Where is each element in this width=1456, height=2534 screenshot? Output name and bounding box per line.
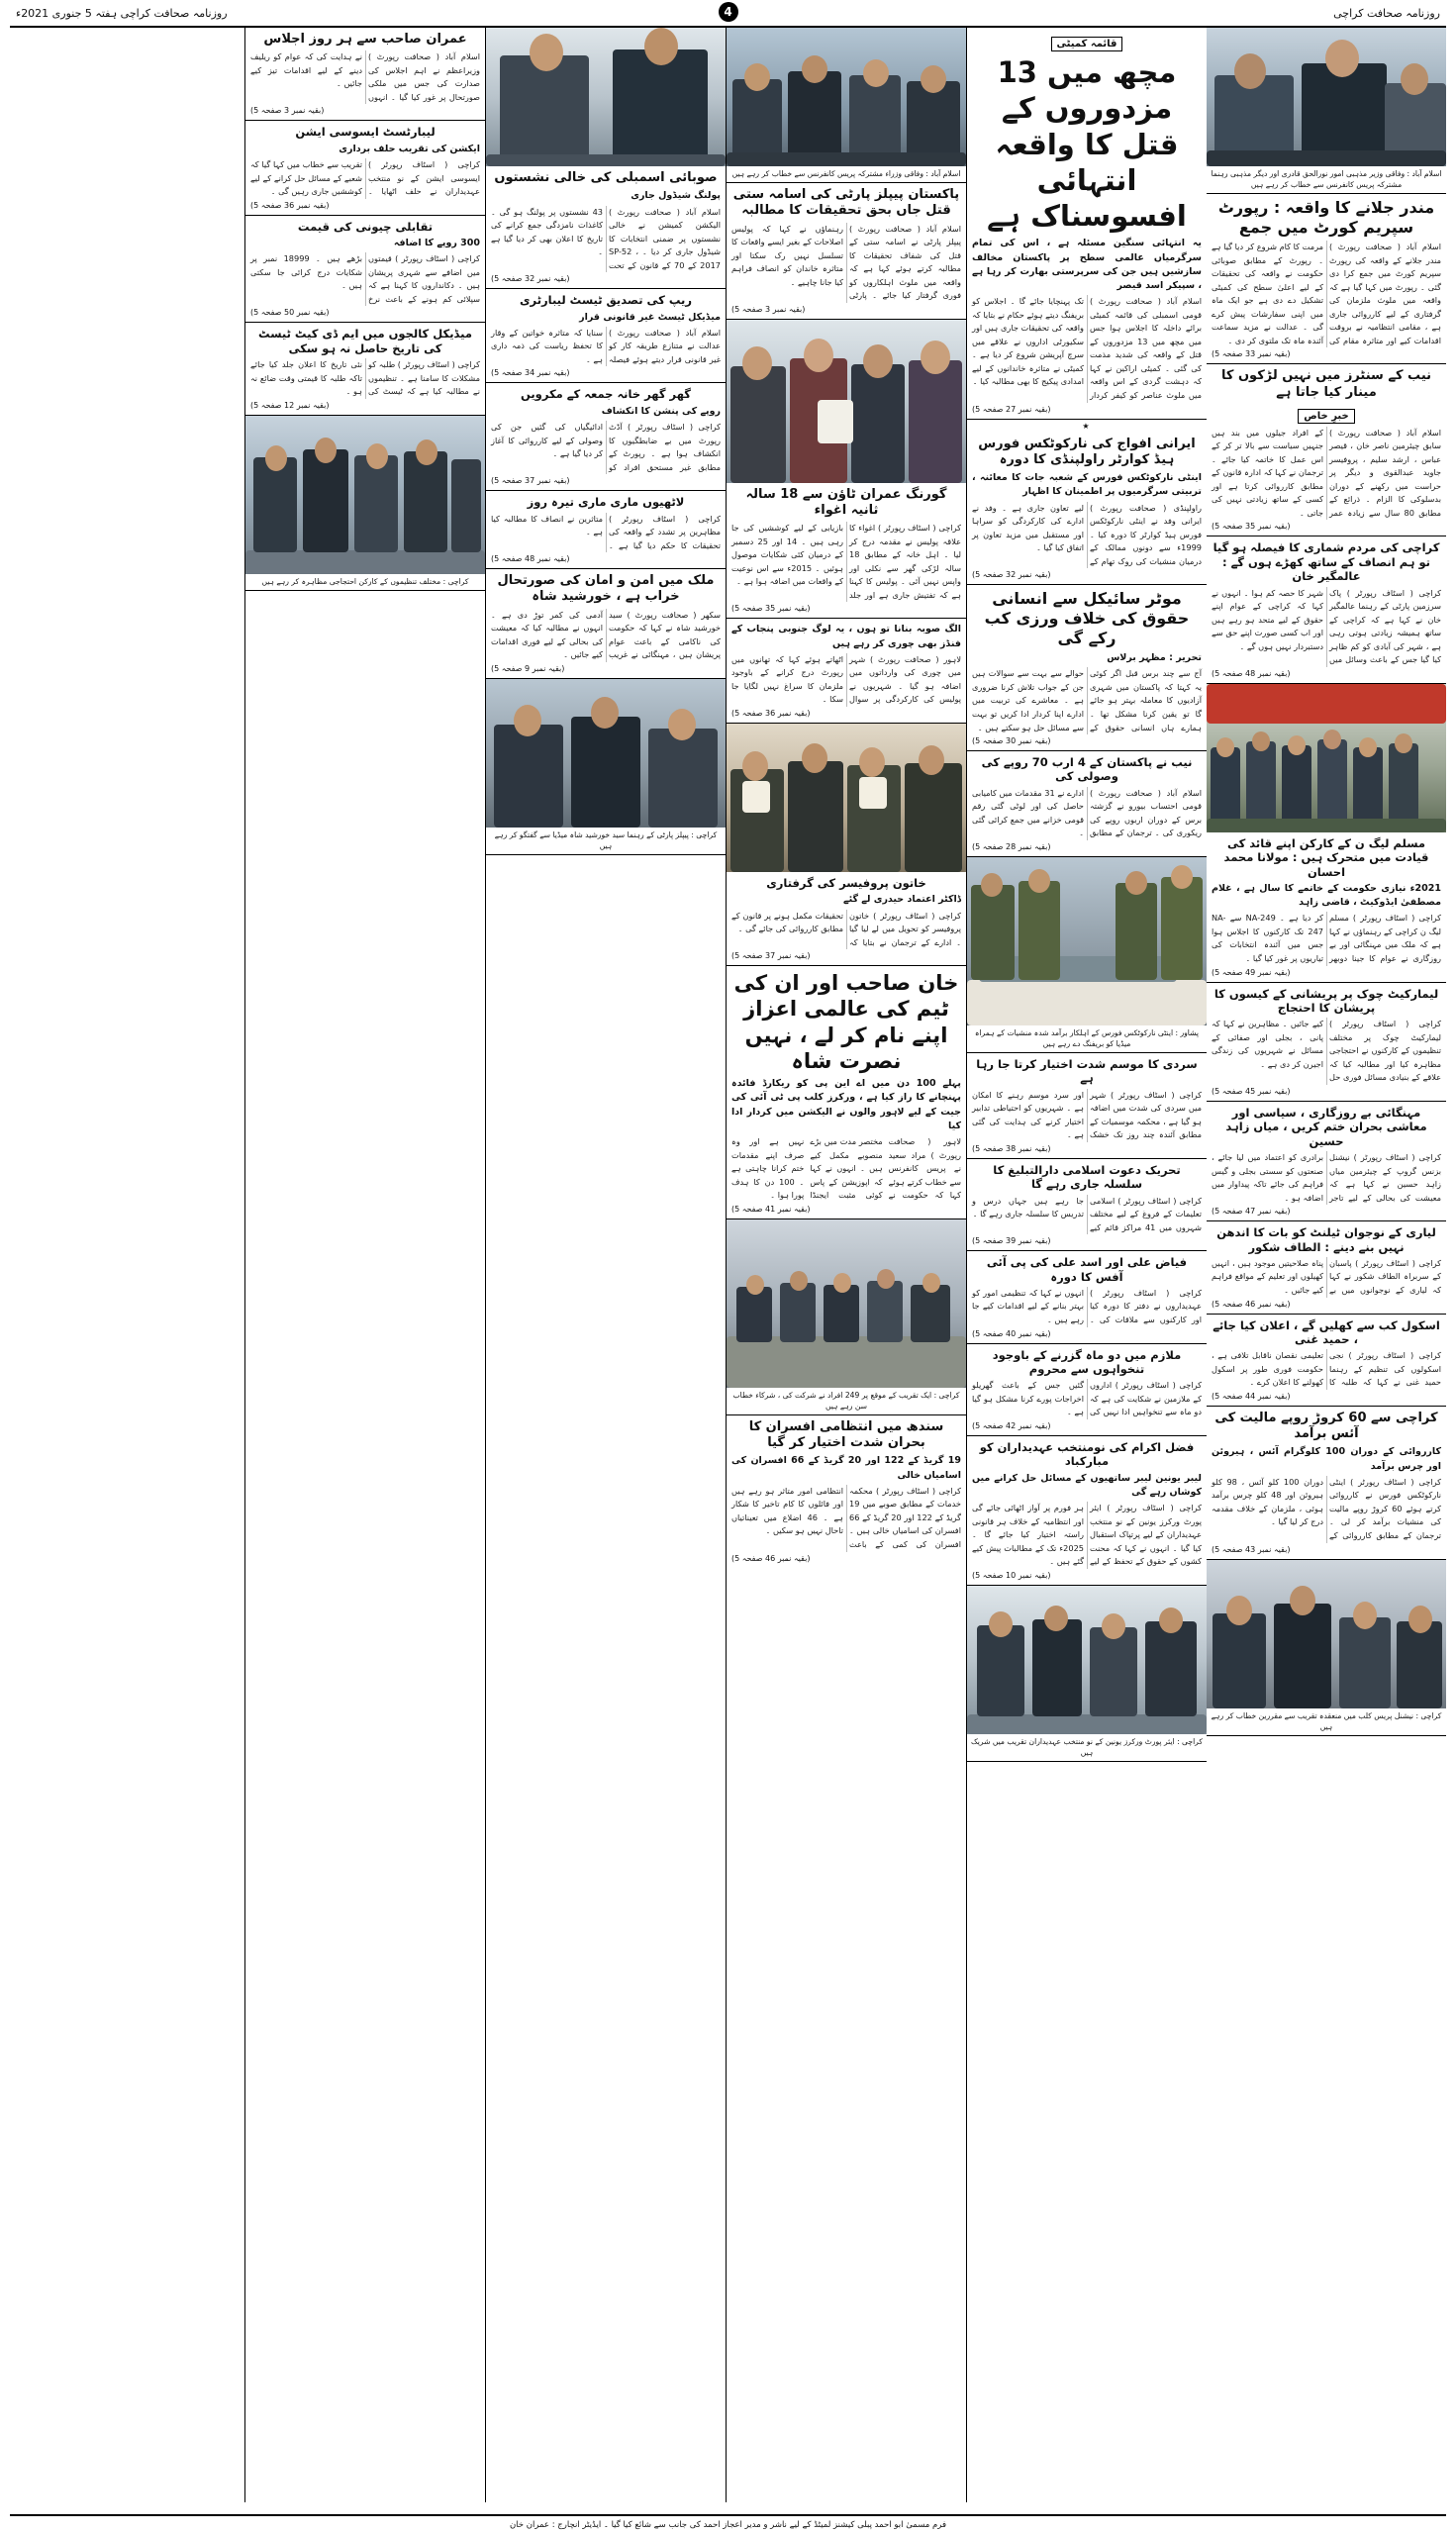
continuation-ref: (بقیہ نمبر 45 صفحہ 5) (1212, 1086, 1291, 1096)
article-lea-market-protest (1207, 983, 1446, 1102)
article-body: کراچی ( اسٹاف رپورٹر ) اداروں کے ملازمین نے شکایت کی ہے کہ دو ماہ سے تنخواہیں ادا نہیں کی گئیں جس کے باعث گھریلو اخراجات پورے کرنا مشکل ہو گیا ہے ۔ (972, 1380, 1202, 1417)
article-assembly-byelection (486, 166, 726, 289)
headline: ریپ کی تصدیق ٹیسٹ لیبارٹری (520, 293, 692, 308)
continuation-ref: (بقیہ نمبر 35 صفحہ 5) (731, 604, 811, 614)
headline: موٹر سائیکل سے انسانی حقوق کی خلاف ورزی کب رکے گی (984, 589, 1190, 648)
continuation-ref: (بقیہ نمبر 48 صفحہ 5) (1212, 668, 1291, 678)
photo-caption: کراچی : ایک تقریب کے موقع پر 249 افراد نے شرکت کی ، شرکاء خطاب سن رہے ہیں (727, 1388, 966, 1415)
continuation-ref: (بقیہ نمبر 32 صفحہ 5) (491, 274, 570, 284)
headline: لاٹھیوں ماری ماری تیرہ روز (527, 495, 685, 510)
continuation-ref: (بقیہ نمبر 44 صفحہ 5) (1212, 1391, 1291, 1401)
continuation-ref: (بقیہ نمبر 48 صفحہ 5) (491, 554, 570, 564)
kicker-badge: خبرِ خاص (1298, 409, 1354, 424)
article-mdcat-test (245, 323, 485, 415)
article-iran-anf-visit (967, 433, 1207, 586)
continuation-ref: (بقیہ نمبر 40 صفحہ 5) (972, 1328, 1051, 1338)
continuation-ref: (بقیہ نمبر 34 صفحہ 5) (491, 368, 570, 378)
photo-anf-seizure (967, 857, 1207, 1025)
continuation-ref: (بقیہ نمبر 27 صفحہ 5) (972, 404, 1051, 414)
byline: تحریر : مظہر برلاس (1107, 652, 1202, 664)
article-schools-opening (1207, 1315, 1446, 1407)
article-subhead: لیبر یونین لیبر ساتھیوں کے مسائل حل کرانے میں کوشاں رہے گی (972, 1472, 1202, 1498)
headline: ملازم میں دو ماہ گزرنے کے باوجود تنخواہوں سے محروم (992, 1347, 1182, 1376)
continuation-ref: (بقیہ نمبر 32 صفحہ 5) (972, 570, 1051, 580)
article-body: اسلام آباد ( صحافت رپورٹ ) مندر جلانے کے واقعہ کی رپورٹ سپریم کورٹ میں جمع کرا دی گئی ۔ رپورٹ میں کہا گیا ہے کہ واقعہ میں ملوث ملزمان کی گرفتاری کے لیے کارروائی جاری ہے ، مقامی انتظامیہ نے بروقت اقدامات کیے اور متاثرہ مقام کی مرمت کا کام شروع کر دیا گیا ہے ۔ رپورٹ کے مطابق صوبائی حکومت نے واقعہ کی تحقیقات کے لیے اعلیٰ سطح کی کمیٹی تشکیل دے دی ہے جو ایک ماہ میں اپنی سفارشات پیش کرے گی ۔ عدالت نے مزید سماعت آئندہ ماہ تک ملتوی کر دی ۔ (1212, 242, 1441, 345)
article-body: کراچی ( اسٹاف رپورٹر ) پاسبان کے سربراہ الطاف شکور نے کہا کہ لیاری کے نوجوانوں میں بے پناہ صلاحیتیں موجود ہیں ، انہیں کھیلوں اور تعلیم کے مواقع فراہم کیے جائیں ۔ (1212, 1257, 1441, 1295)
article-human-rights-column (967, 585, 1207, 751)
column-c (726, 28, 966, 2502)
article-body: اسلام آباد ( صحافت رپورٹ ) پیپلز پارٹی نے اسامہ ستی کے قتل کی شفاف تحقیقات کا مطالبہ کرتے ہوئے کہا ہے کہ واقعہ میں ملوث اہلکاروں کو فوری گرفتار کیا جائے ۔ پارٹی رہنماؤں نے کہا کہ پولیس اصلاحات کے بغیر ایسے واقعات کا تسلسل نہیں رک سکتا اور متاثرہ خاندان کو انصاف فراہم کیا جانا چاہیے ۔ (731, 223, 961, 301)
headline: فضل اکرام کی نومنتخب عہدیداران کو مبارکباد (979, 1439, 1195, 1469)
continuation-ref: (بقیہ نمبر 10 صفحہ 5) (972, 1570, 1051, 1580)
photo-caption: اسلام آباد : وفاقی وزیر مذہبی امور نورالحق قادری اور دیگر مذہبی رہنما مشترکہ پریس کانفرنس سے خطاب کر رہے ہیں (1207, 166, 1446, 194)
headline: مندر جلانے کا واقعہ : رپورٹ سپریم کورٹ میں جمع (1217, 198, 1435, 237)
masthead-left: روزنامہ صحافت کراچی ہفتہ 5 جنوری 2021ء (16, 6, 228, 20)
kicker-badge: قائمہ کمیٹی (1051, 37, 1123, 51)
article-body: کراچی ( اسٹاف رپورٹر ) شہر میں سردی کی شدت میں اضافہ ہو گیا ہے ، محکمہ موسمیات کے مطابق آئندہ چند روز تک خشک اور سرد موسم رہنے کا امکان ہے ۔ شہریوں کو احتیاطی تدابیر اختیار کرنے کی ہدایت کی گئی ہے ۔ (972, 1089, 1202, 1140)
article-body: کراچی ( اسٹاف رپورٹر ) محکمہ خدمات کے مطابق صوبے میں 19 گریڈ کے 122 اور 20 گریڈ کے 66 افسران کی اسامیاں خالی ہیں ۔ افسران کی کمی کے باعث انتظامی امور متاثر ہو رہے ہیں اور فائلوں کا کام تاخیر کا شکار ہے ۔ 46 اضلاع میں تعیناتیاں تاحال نہیں ہو سکیں ۔ (731, 1485, 961, 1549)
article-imran-town-kidnapping (727, 483, 966, 620)
photo-two-men (486, 28, 726, 166)
headline: خاتون پروفیسر کی گرفتاری (766, 876, 926, 890)
article-subhead: 2021ء نیازی حکومت کے خاتمے کا سال ہے ، غلام مصطفیٰ ایڈوکیٹ ، قاضی زاہد (1212, 882, 1441, 909)
article-labour-union (967, 1436, 1207, 1586)
article-body: کراچی ( اسٹاف رپورٹر ) خاتون پروفیسر کو تحویل میں لے لیا گیا ۔ ادارے کے ترجمان نے بتایا کہ تحقیقات مکمل ہونے پر قانون کے مطابق کارروائی کی جائے گی ۔ (731, 910, 961, 947)
photo-press-conference-a (1207, 28, 1446, 166)
continuation-ref: (بقیہ نمبر 33 صفحہ 5) (1212, 349, 1291, 359)
article-body: کراچی ( اسٹاف رپورٹر ) مظاہرین پر تشدد کے واقعہ کی تحقیقات کا حکم دیا گیا ہے ۔ متاثرین نے انصاف کا مطالبہ کیا ہے ۔ (491, 513, 721, 550)
continuation-ref: (بقیہ نمبر 37 صفحہ 5) (491, 476, 570, 486)
headline: گھر گھر خانہ جمعہ کے مکرویں (521, 387, 691, 402)
photo-family-presser (727, 320, 966, 483)
article-subhead: پہلے 100 دن میں اے این پی کو ریکارڈ فائدہ پہنچانے کا راز کیا ہے ، ورکرز کلب پی ٹی آئی کی جیت کے لیے لاہور والوں نے الیکشن میں کردار ادا کیا (731, 1078, 962, 1131)
article-subhead: ایکشن کی تقریب حلف برداری (339, 143, 480, 154)
article-subhead: اینٹی نارکوٹکس فورس کے شعبہ جات کا معائنہ ، تربیتی سرگرمیوں پر اطمینان کا اظہار (972, 472, 1202, 498)
article-body: کراچی ( اسٹاف رپورٹر ) قیمتوں میں اضافے سے شہری پریشان ہیں ۔ دکانداروں کا کہنا ہے کہ سپلائی کم ہونے کے باعث نرخ بڑھے ہیں ۔ 18999 نمبر پر شکایات درج کرائی جا سکتی ہیں ۔ (250, 253, 480, 304)
article-body: کراچی ( اسٹاف رپورٹر ) لیمارکیٹ چوک پر مختلف تنظیموں کے کارکنوں نے احتجاجی مظاہرہ کیا اور مطالبہ کیا کہ علاقے کے بنیادی مسائل فوری حل کیے جائیں ۔ مظاہرین نے کہا کہ پانی ، بجلی اور صفائی کے مسائل نے شہریوں کی زندگی اجیرن کر دی ہے ۔ (1212, 1019, 1441, 1083)
headline: لیاری کے نوجوان ٹیلنٹ کو بات کا اندھن نہیں بنے دینے : الطاف شکور (1216, 1225, 1436, 1254)
photo-caption: اسلام آباد : وفاقی وزراء مشترکہ پریس کانفرنس سے خطاب کر رہے ہیں (727, 166, 966, 183)
article-khan-sahib-team (727, 966, 966, 1219)
photo-caption: کراچی : ایئر پورٹ ورکرز یونین کے نو منتخب عہدیداران تقریب میں شریک ہیں (967, 1734, 1207, 1762)
continuation-ref: (بقیہ نمبر 50 صفحہ 5) (250, 308, 330, 318)
article-body: آج سے چند برس قبل اگر کوئی یہ کہتا کہ پاکستان میں شہری آزادیوں کا معاملہ بہتر ہو جائے گا تو یقین کرنا مشکل تھا ۔ ہمارے ہاں انسانی حقوق کے حوالے سے بہت سے سوالات ہیں جن کے جواب تلاش کرنا ضروری ہے ۔ معاشرے کی تربیت میں ادارے اپنا کردار ادا کریں تو بہت سے مسائل حل ہو سکتے ہیں ۔ (972, 668, 1202, 732)
article-subhead: میڈیکل ٹیسٹ غیر قانونی قرار (579, 311, 721, 323)
article-baton-charge (486, 491, 726, 569)
headline: سردی کا موسم شدت اختیار کرتا جا رہا ہے (976, 1056, 1198, 1086)
continuation-ref: (بقیہ نمبر 37 صفحہ 5) (731, 951, 811, 961)
star-divider: ★ (1082, 421, 1092, 431)
photo-caption: کراچی : پیپلز پارٹی کے رہنما سید خورشید شاہ میڈیا سے گفتگو کر رہے ہیں (486, 828, 726, 855)
headline: میڈیکل کالجوں میں ایم ڈی کیٹ ٹیسٹ کی تاریخ حاصل نہ ہو سکی (258, 327, 472, 355)
headline: فیاض علی اور اسد علی کی پی آئی آفس کا دورہ (986, 1255, 1188, 1284)
article-female-professor-arrest (727, 872, 966, 966)
article-body: کراچی ( اسٹاف رپورٹر ) مسلم لیگ ن کراچی کے رہنماؤں نے کہا ہے کہ ملک میں مہنگائی اور بے روزگاری نے عوام کا جینا دوبھر کر دیا ہے ۔ NA-249 سے NA-247 تک کارکنوں کا اجلاس ہوا جس میں آئندہ انتخابات کی تیاریوں پر غور کیا گیا ۔ (1212, 913, 1441, 963)
article-drugs-seizure (1207, 1407, 1446, 1560)
headline: گورنگ عمران ٹاؤن سے 18 سالہ ثانیہ اغواء (745, 486, 947, 518)
article-mach-killing-lead (967, 28, 1207, 420)
continuation-ref: (بقیہ نمبر 39 صفحہ 5) (972, 1236, 1051, 1246)
page-footer (10, 2514, 1446, 2534)
headline: عمران صاحب سے ہر روز اجلاس (263, 32, 467, 47)
continuation-ref: (بقیہ نمبر 46 صفحہ 5) (1212, 1299, 1291, 1309)
article-subhead: روپے کی پنشن کا انکشاف (601, 405, 721, 417)
column-d (485, 28, 726, 2502)
article-subhead: 19 گریڈ کے 122 اور 20 گریڈ کے 66 افسران کی اسامیاں خالی (731, 1455, 961, 1481)
continuation-ref: (بقیہ نمبر 47 صفحہ 5) (1212, 1207, 1291, 1217)
footer-line-1: فرم مسمیٰ ابو احمد پبلی کیشنز لمیٹڈ کے لیے ناشر و مدیر اعجاز احمد کی جانب سے شائع کیا گیا ۔ ایڈیٹر انچارج : عمران خان (509, 2520, 947, 2531)
article-body: کراچی ( اسٹاف رپورٹر ) اینٹی نارکوٹکس فورس نے کارروائی کرتے ہوئے 60 کروڑ روپے مالیت کی منشیات برآمد کر لی ۔ ترجمان کے مطابق کارروائی کے دوران 100 کلو آئس ، 98 کلو ہیروئن اور 48 کلو چرس برآمد ہوئی ، ملزمان کے خلاف مقدمہ درج کر لیا گیا ۔ (1212, 1476, 1441, 1540)
headline: تقابلی چیونی کی قیمت (297, 219, 434, 234)
continuation-ref: (بقیہ نمبر 38 صفحہ 5) (972, 1143, 1051, 1153)
article-body: اسلام آباد ( صحافت رپورٹ ) سابق چیئرمین ناصر خان ، قیصر عباس ، ارشد سلیم ، پروفیسر جاوید عبدالقوی و دیگر پر حراست میں رکھنے کے دوران بدسلوکی کا الزام ۔ ذرائع کے مطابق 80 سال سے زیادہ عمر کے افراد جیلوں میں بند ہیں جنہیں سیاست سے بالا تر کر کے اس عمل کا خاتمہ کیا جائے ۔ ترجمان نے کہا کہ ادارہ قانون کے مطابق کارروائی کرتا ہے اور کسی کے ساتھ زیادتی نہیں کی جاتی ۔ (1212, 427, 1441, 518)
headline: مسلم لیگ ن کے کارکن اپنے قائد کی قیادت میں متحرک ہیں : مولانا محمد احسان (1223, 835, 1429, 879)
article-karachi-census (1207, 536, 1446, 683)
article-body: کراچی ( اسٹاف رپورٹر ) نیشنل بزنس گروپ کے چیئرمین میاں زاہد حسین نے کہا ہے کہ معیشت کی بحالی کے لیے تاجر برادری کو اعتماد میں لیا جائے ، صنعتوں کو سستی بجلی و گیس فراہم کی جائے تاکہ پیداوار میں اضافہ ہو ۔ (1212, 1152, 1441, 1203)
continuation-ref: (بقیہ نمبر 35 صفحہ 5) (1212, 522, 1291, 532)
continuation-ref: (بقیہ نمبر 12 صفحہ 5) (250, 400, 330, 410)
article-body: کراچی ( اسٹاف رپورٹر ) آڈٹ رپورٹ میں بے ضابطگیوں کا انکشاف ہوا ہے ۔ رپورٹ کے مطابق غیر مستحق افراد کو ادائیگیاں کی گئیں جن کی وصولی کے لیے کارروائی کا آغاز کر دیا گیا ہے ۔ (491, 422, 721, 472)
headline: مہنگائی بے روزگاری ، سیاسی اور معاشی بحران ختم کریں ، میاں زاہد حسین (1225, 1105, 1427, 1148)
headline: مچھ میں 13 مزدوروں کے قتل کا واقعہ انتہائی افسوسناک ہے (987, 55, 1187, 233)
article-inflation-mian-zahid (1207, 1102, 1446, 1221)
article-body: سکھر ( صحافت رپورٹ ) سید خورشید شاہ نے کہا کہ حکومت کی ناکامی کے باعث عوام پریشان ہیں ، مہنگائی نے غریب آدمی کی کمر توڑ دی ہے ۔ انہوں نے مطالبہ کیا کہ معیشت کی بحالی کے لیے فوری اقدامات کیے جائیں ۔ (491, 609, 721, 660)
photo-press-club (1207, 1560, 1446, 1708)
article-subhead: کارروائی کے دوران 100 کلوگرام آئس ، ہیروئن اور چرس برآمد (1212, 1446, 1441, 1472)
article-body: اسلام آباد ( صحافت رپورٹ ) عدالت نے متنازع طریقہ کار کو غیر قانونی قرار دیتے ہوئے فیصلہ سنایا کہ متاثرہ خواتین کے وقار کا تحفظ ریاست کی ذمہ داری ہے ۔ (491, 327, 721, 364)
article-subhead: پولنگ شیڈول جاری (631, 190, 721, 202)
article-subhead: یہ انتہائی سنگین مسئلہ ہے ، اس کی تمام سرگرمیاں عالمی سطح پر پاکستان مخالف سازشیں ہیں جن کی سرپرستی بھارت کر رہا ہے ، سپیکر اسد قیصر (972, 238, 1202, 291)
masthead (10, 0, 1446, 28)
article-medical-test-illegal (486, 289, 726, 383)
article-body: کراچی ( اسٹاف رپورٹر ) اغواء کا علاقہ پولیس نے مقدمہ درج کر لیا ۔ اہل خانہ کے مطابق 18 سالہ لڑکی گھر سے نکلی اور واپس نہیں آئی ۔ پولیس کا کہنا ہے کہ تفتیش جاری ہے اور جلد بازیابی کے لیے کوششیں کی جا رہی ہیں ۔ 14 اور 25 دسمبر کے درمیان کئی شکایات موصول ہوئیں ۔ 2015ء سے اس نوعیت کے واقعات میں اضافہ ہوا ہے ۔ (731, 523, 961, 600)
headline: کراچی سے 60 کروڑ روپے مالیت کی آئس برآمد (1214, 1410, 1438, 1442)
continuation-ref: (بقیہ نمبر 42 صفحہ 5) (972, 1420, 1051, 1430)
photo-seated-gathering (727, 1219, 966, 1388)
photo-media-talk (486, 679, 726, 828)
headline: پاکستان پیپلز پارٹی کی اسامہ ستی قتل جاں بحق تحقیقات کا مطالبہ (732, 187, 960, 219)
article-ppp-usama-satti (727, 183, 966, 320)
article-body: کراچی ( اسٹاف رپورٹر ) طلبہ کو مشکلات کا سامنا ہے ۔ تنظیموں نے مطالبہ کیا ہے کہ ٹیسٹ کی نئی تاریخ کا اعلان جلد کیا جائے تاکہ طلبہ کا قیمتی وقت ضائع نہ ہو ۔ (250, 359, 480, 397)
headline: کراچی کی مردم شماری کا فیصلہ ہو گیا تو ہم انصاف کے ساتھ کھڑے ہوں گے : عالمگیر خان (1213, 540, 1440, 584)
article-unpaid-salaries (967, 1344, 1207, 1436)
article-subhead: ڈاکٹر اعتماد حیدری لے گئے (843, 894, 961, 906)
photo-turban-ceremony (727, 724, 966, 872)
masthead-right: روزنامہ صحافت کراچی (1333, 6, 1440, 20)
continuation-ref: (بقیہ نمبر 36 صفحہ 5) (731, 709, 811, 718)
article-body: لاہور ( صحافت رپورٹ ) مراد سعید نے پریس کانفرنس سے خطاب کرتے ہوئے کہا کہ حکومت نے مختصر مدت میں بڑے منصوبے مکمل کیے ہیں ۔ انہوں نے کہا کہ اپوزیشن کے پاس کوئی مثبت ایجنڈا نہیں ہے اور وہ صرف اپنے مقدمات ختم کرانا چاہتی ہے ۔ 100 دن کا ہدف پورا ہوا ۔ (731, 1136, 961, 1201)
continuation-ref: (بقیہ نمبر 30 صفحہ 5) (972, 736, 1051, 746)
headline: خان صاحب اور ان کی ٹیم کی عالمی اعزاز اپنے نام کر لے ، نہیں نصرت شاہ (733, 971, 959, 1073)
article-nab-recovery (967, 751, 1207, 857)
article-subhead: الگ صوبہ بنانا تو ہوں ، یہ لوگ جنوبی پنجاب کے فنڈز بھی چوری کر رہے ہیں (731, 624, 961, 649)
photo-protest-rally (245, 416, 485, 574)
column-e (244, 28, 485, 2502)
headline: نیب کے سنٹرز میں نہیں لڑکوں کا مینار کیا جاتا ہے (1220, 368, 1432, 400)
headline: صوبائی اسمبلی کی خالی نشستوں (494, 170, 718, 185)
article-body: کراچی ( اسٹاف رپورٹر ) ایئر پورٹ ورکرز یونین کے نو منتخب عہدیداران کے لیے پرتپاک استقبال کیا گیا ۔ انہوں نے کہا کہ محنت کشوں کے حقوق کے تحفظ کے لیے ہر فورم پر آواز اٹھائی جائے گی اور انتظامیہ کے خلاف ہر قانونی راستہ اختیار کیا جائے گا ۔ 2025ء تک کے مطالبات پیش کیے گئے ہیں ۔ (972, 1503, 1202, 1567)
photo-caption: کراچی : نیشنل پریس کلب میں منعقدہ تقریب سے مقررین خطاب کر رہے ہیں (1207, 1708, 1446, 1736)
continuation-ref: (بقیہ نمبر 36 صفحہ 5) (250, 200, 330, 210)
continuation-ref: (بقیہ نمبر 28 صفحہ 5) (972, 841, 1051, 851)
article-body: کراچی ( اسٹاف رپورٹر ) اسلامی تعلیمات کے فروغ کے لیے مختلف شہروں میں 41 مراکز قائم کیے جا رہے ہیں جہاں درس و تدریس کا سلسلہ جاری رہے گا ۔ (972, 1195, 1203, 1232)
article-lab-association (245, 121, 485, 215)
page-grid (10, 28, 1446, 2502)
headline: اسکول کب سے کھلیں گے ، اعلان کیا جائے ، حمید غنی (1213, 1317, 1440, 1346)
column-b (966, 28, 1207, 2502)
article-khursheed-shah (486, 569, 726, 679)
article-body: کراچی ( اسٹاف رپورٹر ) ایسوسی ایشن کے نو منتخب عہدیداران نے حلف اٹھایا ۔ تقریب سے خطاب میں کہا گیا کہ شعبے کے مسائل حل کرانے کے لیے کوششیں جاری رہیں گی ۔ (250, 159, 480, 197)
article-price-increase (245, 216, 485, 324)
article-mandir-report (1207, 194, 1446, 364)
article-pension-audit (486, 383, 726, 491)
article-body: اسلام آباد ( صحافت رپورٹ ) قومی احتساب بیورو نے گزشتہ برس کے دوران اربوں روپے کی ریکوری کی ۔ ترجمان کے مطابق ادارے نے 31 مقدمات میں کامیابی حاصل کی اور لوٹی گئی رقم قومی خزانے میں جمع کرائی گئی ۔ (972, 787, 1202, 838)
headline: ملک میں امن و امان کی صورتحال خراب ہے ، خورشید شاہ (497, 573, 715, 605)
continuation-ref: (بقیہ نمبر 9 صفحہ 5) (491, 663, 565, 673)
headline: نیب نے پاکستان کے 4 ارب 70 روپے کی وصولی کی (981, 755, 1193, 784)
article-body: اسلام آباد ( صحافت رپورٹ ) الیکشن کمیشن نے خالی نشستوں پر ضمنی انتخابات کا شیڈول جاری کر دیا ۔ SP-52 ، 2017 کے 70 کے قانون کے تحت 43 نشستوں پر پولنگ ہو گی ۔ کاغذات نامزدگی جمع کرانے کی تاریخ کا اعلان بھی کر دیا گیا ہے ۔ (491, 206, 721, 270)
continuation-ref: (بقیہ نمبر 3 صفحہ 5) (250, 106, 325, 116)
headline: تحریک دعوت اسلامی دارالتبلیغ کا سلسلہ جاری رہے گا (993, 1162, 1181, 1192)
photo-union-ceremony (967, 1586, 1207, 1734)
article-theft-south-punjab (727, 619, 966, 724)
continuation-ref: (بقیہ نمبر 46 صفحہ 5) (731, 1553, 811, 1563)
article-body: کراچی ( اسٹاف رپورٹر ) عہدیداروں نے دفتر کا دورہ کیا اور کارکنوں سے ملاقات کی ۔ انہوں نے کہا کہ تنظیمی امور کو بہتر بنانے کے لیے اقدامات کیے جا رہے ہیں ۔ (972, 1287, 1202, 1324)
headline: سندھ میں انتظامی افسران کا بحران شدت اختیار کر گیا (748, 1418, 944, 1451)
column-a (1207, 28, 1446, 2502)
article-nab-centers (1207, 364, 1446, 536)
article-cold-weather (967, 1053, 1207, 1159)
headline: ایرانی افواج کی نارکوٹکس فورس ہیڈ کوارٹر راولپنڈی کا دورہ (978, 436, 1196, 467)
article-body: لاہور ( صحافت رپورٹ ) شہر میں چوری کی وارداتوں میں اضافہ ہو گیا ۔ شہریوں نے پولیس کی کارکردگی پر سوال اٹھاتے ہوئے کہا کہ تھانوں میں رپورٹ درج کرانے کے باوجود ملزمان کا سراغ نہیں لگایا جا سکا ۔ (731, 653, 961, 705)
article-body: راولپنڈی ( صحافت رپورٹ ) ایرانی وفد نے اینٹی نارکوٹکس فورس ہیڈ کوارٹر کا دورہ کیا ۔ 1999ء سے دونوں ممالک کے درمیان منشیات کی روک تھام کے لیے تعاون جاری ہے ۔ وفد نے ادارے کی کارکردگی کو سراہا اور مستقبل میں مزید تعاون پر اتفاق کیا گیا ۔ (972, 502, 1202, 566)
article-muslim-league (1207, 832, 1446, 983)
photo-caption: کراچی : مختلف تنظیموں کے کارکن احتجاجی مظاہرہ کر رہے ہیں (245, 574, 485, 591)
continuation-ref: (بقیہ نمبر 41 صفحہ 5) (731, 1204, 811, 1214)
article-body: کراچی ( اسٹاف رپورٹر ) پاک سرزمین پارٹی کے رہنما عالمگیر خان نے کہا ہے کہ کراچی کے ساتھ ہمیشہ زیادتی ہوتی رہی ہے ، شہر کی آبادی کو کم ظاہر کیا گیا جس کے باعث وسائل میں شہر کا حصہ کم ہوا ۔ انہوں نے کہا کہ کراچی کے عوام اپنے حقوق کے لیے متحد ہو رہے ہیں اور اب کسی صورت اپنے حق سے دستبردار نہیں ہوں گے ۔ (1212, 587, 1441, 665)
photo-caption: پشاور : اینٹی نارکوٹکس فورس کے اہلکار برآمد شدہ منشیات کے ہمراہ میڈیا کو بریفنگ دے رہے ہیں (967, 1025, 1207, 1053)
article-subhead: 300 روپے کا اضافہ (393, 237, 480, 248)
photo-children-group (1207, 684, 1446, 832)
headline: لیبارٹسٹ ایسوسی ایشن (295, 125, 436, 140)
photo-ministers-presser (727, 28, 966, 166)
headline: لیمارکیٹ چوک پر پریشانی کے کیسوں کا پریشان کا احتجاج (1213, 986, 1439, 1015)
article-lyari-youth (1207, 1221, 1446, 1314)
page-number-badge: 4 (719, 2, 738, 22)
article-body: اسلام آباد ( صحافت رپورٹ ) وزیراعظم نے اہم اجلاس کی صدارت کی جس میں ملکی صورتحال پر غور کیا گیا ۔ انہوں نے ہدایت کی کہ عوام کو ریلیف دینے کے لیے اقدامات تیز کیے جائیں ۔ (250, 51, 480, 102)
article-pia-office-visit (967, 1251, 1207, 1343)
article-body: اسلام آباد ( صحافت رپورٹ ) قومی اسمبلی کی قائمہ کمیٹی برائے داخلہ کا اجلاس ہوا جس میں مچھ میں 13 مزدوروں کے قتل کے واقعہ کی شدید مذمت کی گئی ۔ کمیٹی اراکین نے کہا کہ دہشت گردی کے اس واقعہ میں ملوث عناصر کو کیفر کردار تک پہنچایا جائے گا ۔ اجلاس کو بریفنگ دیتے ہوئے حکام نے بتایا کہ واقعہ کی تحقیقات جاری ہیں اور سکیورٹی اداروں نے علاقے میں سرچ آپریشن شروع کر دیا ہے ۔ کمیٹی نے متاثرہ خاندانوں کے لیے امدادی پیکیج کا بھی مطالبہ کیا ۔ (972, 296, 1202, 400)
article-sindh-officers-crisis (727, 1415, 966, 1568)
continuation-ref: (بقیہ نمبر 43 صفحہ 5) (1212, 1544, 1291, 1554)
article-body: کراچی ( اسٹاف رپورٹر ) نجی اسکولوں کی تنظیم کے رہنما حمید غنی نے کہا کہ طلبہ کا تعلیمی نقصان ناقابل تلافی ہے ، حکومت فوری طور پر اسکول کھولنے کا اعلان کرے ۔ (1212, 1350, 1441, 1388)
article-imran-meetings (245, 28, 485, 121)
continuation-ref: (بقیہ نمبر 3 صفحہ 5) (731, 304, 806, 314)
continuation-ref: (بقیہ نمبر 49 صفحہ 5) (1212, 967, 1291, 977)
article-dawat-e-islami (967, 1159, 1207, 1251)
